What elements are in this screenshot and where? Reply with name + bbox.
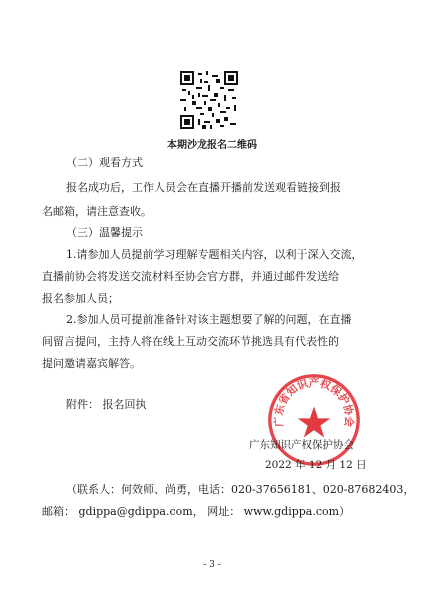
section-heading-viewing: （二）观看方式 <box>66 156 143 169</box>
signature-date: 2022 年 12 月 12 日 <box>265 459 367 471</box>
official-seal <box>266 372 362 468</box>
paragraph-line: 1.请参加人员提前学习理解专题相关内容，以利于深入交流， <box>66 248 363 261</box>
paragraph-line: 直播前协会将发送交流材料至协会官方群，并通过邮件发送给 <box>42 270 339 283</box>
signature-org: 广东知识产权保护协会 <box>249 439 354 451</box>
qr-code <box>180 71 238 129</box>
paragraph-line: 2.参加人员可提前准备针对该主题想要了解的问题，在直播 <box>66 313 352 326</box>
page-number: - 3 - <box>203 560 221 570</box>
qr-caption: 本期沙龙报名二维码 <box>167 140 257 151</box>
paragraph-line: 提问邀请嘉宾解答。 <box>42 357 141 370</box>
section-heading-tips: （三）温馨提示 <box>66 226 143 239</box>
attachment-line: 附件： 报名回执 <box>66 398 147 411</box>
paragraph-line: 名邮箱，请注意查收。 <box>42 205 152 218</box>
paragraph-line: 报名成功后，工作人员会在直播开播前发送观看链接到报 <box>66 181 341 194</box>
paragraph-line: 间留言提问，主持人将在线上互动交流环节挑选具有代表性的 <box>42 335 339 348</box>
svg-text:广东省知识产权保护协会: 广东省知识产权保护协会 <box>272 377 356 428</box>
contact-line: （联系人：何效师、尚勇，电话：020-37656181、020-87682403， <box>66 483 415 496</box>
paragraph-line: 报名参加人员； <box>42 292 119 305</box>
contact-line: 邮箱： gdippa@gdippa.com， 网址： www.gdippa.com） <box>42 505 351 518</box>
